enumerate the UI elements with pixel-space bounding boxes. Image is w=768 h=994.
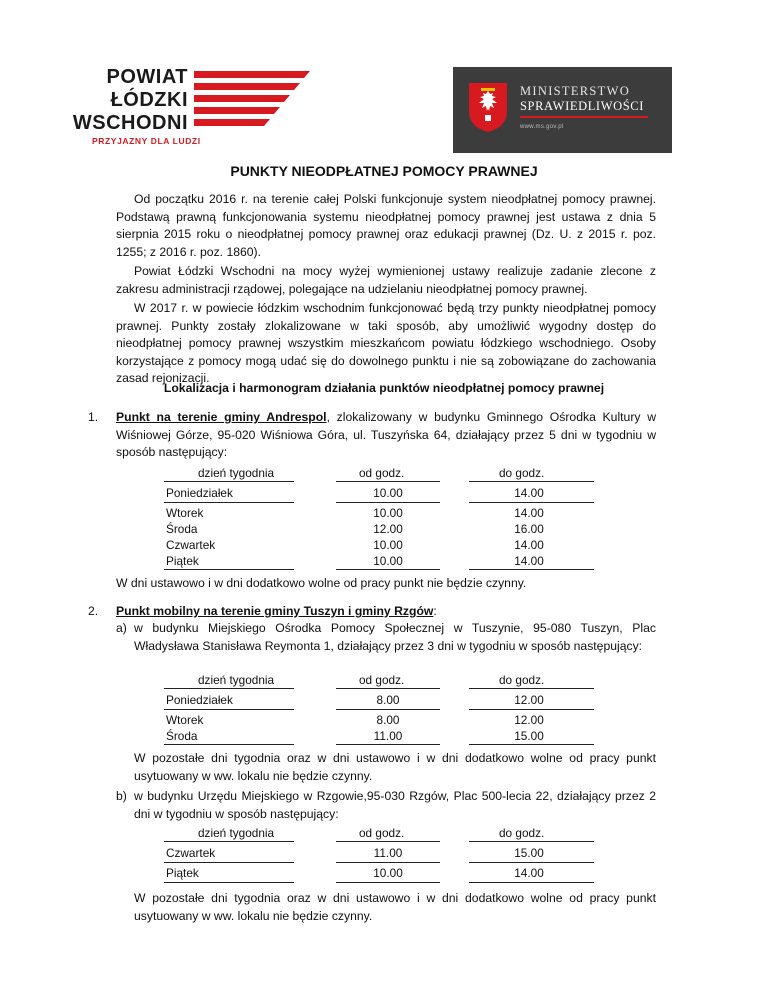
powiat-logo-stripes-icon xyxy=(192,66,312,136)
item1-row1-day: Poniedziałek xyxy=(166,486,233,500)
intro-paragraph-1-text: Od początku 2016 r. na terenie całej Polski funkcjonuje system nieodpłatnej pomocy prawnej. Podstawą prawną funkcjonowania systemu nieodpłatnej pomocy prawnej jest ustawa z dnia 5 sierpnia 2015 roku o nieodpłatnej pomocy prawnej oraz edukacji prawnej (Dz. U. z 2015 r. poz. 1255; z 2016 r. poz. 1860). xyxy=(116,192,656,259)
item1-row1-from: 10.00 xyxy=(373,486,403,500)
item2a-note: W pozostałe dni tygodnia oraz w dni ustawowo i w dni dodatkowo wolne od pracy punkt usytuowany w ww. lokalu nie będzie czynny. xyxy=(134,751,656,783)
ministry-logo-url: www.ms.gov.pl xyxy=(520,124,564,130)
item1-header-to: do godz. xyxy=(499,466,545,480)
item1-number: 1. xyxy=(88,410,99,424)
item2a-description: w budynku Miejskiego Ośrodka Pomocy Społecznej w Tuszynie, 95-080 Tuszyn, Plac Władysława Stanisława Reymonta 1, działający przez 3 dni w tygodniu w sposób następujący: xyxy=(134,621,656,653)
item2a-header-rule-day xyxy=(164,688,294,689)
item1-row3-to: 16.00 xyxy=(514,522,544,536)
item1-bottom-rule-to xyxy=(469,569,594,570)
item2a-header-day: dzień tygodnia xyxy=(198,673,275,687)
item2a-row3-to: 15.00 xyxy=(514,729,544,743)
page-title: PUNKTY NIEODPŁATNEJ POMOCY PRAWNEJ xyxy=(230,163,538,179)
item2a-row2-from: 8.00 xyxy=(376,713,400,727)
item2-name: Punkt mobilny na terenie gminy Tuszyn i gminy Rzgów xyxy=(116,604,434,618)
item1-row5-day: Piątek xyxy=(166,554,199,568)
item2b-row1-from: 11.00 xyxy=(373,846,403,860)
intro-paragraph-2-text: Powiat Łódzki Wschodni na mocy wyżej wymienionej ustawy realizuje zadanie zlecone z zakresu administracji rządowej, polegające na udzielaniu nieodpłatnej pomocy prawnej. xyxy=(116,264,656,296)
item1-description xyxy=(116,409,656,462)
item2a-row1-from: 8.00 xyxy=(376,693,400,707)
intro-paragraph-3-text: W 2017 r. w powiecie łódzkim wschodnim funkcjonować będą trzy punkty nieodpłatnej pomocy prawnej. Punkty zostały zlokalizowane w taki sposób, aby umożliwić wygodny dostęp do nieodpłatnej pomocy prawnej wszystkim mieszkańcom powiatu łódzkiego wschodniego. Osoby korzystające z pomocy mogą udać się do dowolnego punktu i nie są zobowiązane do zachowania zasad rejonizacji. xyxy=(116,301,656,385)
item1-name: Punkt na terenie gminy Andrespol xyxy=(116,410,327,424)
item1-row5-to: 14.00 xyxy=(514,554,544,568)
item1-note: W dni ustawowo i w dni dodatkowo wolne od pracy punkt nie będzie czynny. xyxy=(116,576,527,590)
ministry-logo-line2: SPRAWIEDLIWOŚCI xyxy=(520,99,644,113)
item2a-row3-from: 11.00 xyxy=(373,729,403,743)
item2b-header-day: dzień tygodnia xyxy=(198,826,275,840)
item2a-header-rule-from xyxy=(336,688,440,689)
item1-bottom-rule-from xyxy=(336,569,440,570)
item2a-header-rule-to xyxy=(469,688,594,689)
item2b-row1-rule-day xyxy=(164,862,294,863)
item2a-bottom-rule-to xyxy=(469,744,594,745)
item1-table xyxy=(164,466,594,570)
item2b-bottom-rule-from xyxy=(336,882,440,883)
item2a-header-to: do godz. xyxy=(499,673,545,687)
item2b-row1-day: Czwartek xyxy=(166,846,216,860)
item2a-header-from: od godz. xyxy=(359,673,405,687)
item1-row4-to: 14.00 xyxy=(514,538,544,552)
item1-header-rule-day xyxy=(164,481,294,482)
item2a-label: a) xyxy=(116,621,127,635)
item1-row4-from: 10.00 xyxy=(373,538,403,552)
item2b-description: w budynku Urzędu Miejskiego w Rzgowie,95-030 Rzgów, Plac 500-lecia 22, działający przez 2 dni w tygodniu w sposób następujący: xyxy=(134,789,656,821)
item1-row1-rule-to xyxy=(469,502,594,503)
item1-row5-from: 10.00 xyxy=(373,554,403,568)
item2-number: 2. xyxy=(88,604,99,618)
item2b-label: b) xyxy=(116,789,127,803)
item2b-bottom-rule-day xyxy=(164,882,294,883)
item2b-header-to: do godz. xyxy=(499,826,545,840)
item2-colon: : xyxy=(433,604,437,618)
intro-paragraph-1 xyxy=(116,191,656,261)
item2a-row1-rule-to xyxy=(469,709,594,710)
item2a-row2-to: 12.00 xyxy=(514,713,544,727)
item1-desc: , zlokalizowany w budynku Gminnego Ośrodka Kultury w Wiśniowej Górze, 95-020 Wiśniowa Góra, ul. Tuszyńska 64, działający przez 5 dni w tygodniu w sposób następujący: xyxy=(116,410,656,459)
item2b-row1-rule-from xyxy=(336,862,440,863)
item2b-row2-to: 14.00 xyxy=(514,866,544,880)
item2a-row3-day: Środa xyxy=(166,729,198,743)
item2a-bottom-rule-from xyxy=(336,744,440,745)
item2-heading xyxy=(116,603,656,621)
item2a-row2-day: Wtorek xyxy=(166,713,204,727)
item1-row1-to: 14.00 xyxy=(514,486,544,500)
item2a-row1-rule-day xyxy=(164,709,294,710)
intro-paragraph-2 xyxy=(116,263,656,298)
item2b-bottom-rule-to xyxy=(469,882,594,883)
item2a-row1-rule-from xyxy=(336,709,440,710)
item1-header-rule-to xyxy=(469,481,594,482)
powiat-logo-line1: POWIAT xyxy=(106,66,188,88)
item2a-table xyxy=(164,673,594,743)
item1-row1-rule-from xyxy=(336,502,440,503)
powiat-logo-line3: WSCHODNI xyxy=(72,112,188,134)
item2b-header-rule-from xyxy=(336,841,440,842)
powiat-logo xyxy=(72,66,312,152)
item2b-row1-to: 15.00 xyxy=(514,846,544,860)
item1-row2-day: Wtorek xyxy=(166,506,204,520)
item1-header-from: od godz. xyxy=(359,466,405,480)
ministry-logo-line1: MINISTERSTWO xyxy=(520,84,631,98)
section-subheading: Lokalizacja i harmonogram działania punktów nieodpłatnej pomocy prawnej xyxy=(163,381,605,395)
item2b-header-from: od godz. xyxy=(359,826,405,840)
item1-header-day: dzień tygodnia xyxy=(198,466,275,480)
item1-row4-day: Czwartek xyxy=(166,538,216,552)
ministry-logo-divider xyxy=(520,116,648,118)
polish-eagle-icon xyxy=(467,81,509,133)
item2b-header-rule-day xyxy=(164,841,294,842)
item1-row2-from: 10.00 xyxy=(373,506,403,520)
powiat-logo-line2: ŁÓDZKI xyxy=(110,89,188,111)
item2b-row1-rule-to xyxy=(469,862,594,863)
item2b-table xyxy=(164,826,594,882)
powiat-logo-tagline: PRZYJAZNY DLA LUDZI xyxy=(92,136,201,146)
item1-row1-rule-day xyxy=(164,502,294,503)
item1-row2-to: 14.00 xyxy=(514,506,544,520)
item2a-row1-day: Poniedziałek xyxy=(166,693,233,707)
item1-row3-from: 12.00 xyxy=(373,522,403,536)
item2a-bottom-rule-day xyxy=(164,744,294,745)
item1-bottom-rule-day xyxy=(164,569,294,570)
item2b-header-rule-to xyxy=(469,841,594,842)
item2b-row2-day: Piątek xyxy=(166,866,199,880)
intro-paragraph-3 xyxy=(116,300,656,388)
item2a-row1-to: 12.00 xyxy=(514,693,544,707)
item2b-row2-from: 10.00 xyxy=(373,866,403,880)
item1-header-rule-from xyxy=(336,481,440,482)
ministry-logo xyxy=(453,67,672,153)
item2b-note: W pozostałe dni tygodnia oraz w dni ustawowo i w dni dodatkowo wolne od pracy punkt usytuowany w ww. lokalu nie będzie czynny. xyxy=(134,891,656,923)
item1-row3-day: Środa xyxy=(166,522,198,536)
